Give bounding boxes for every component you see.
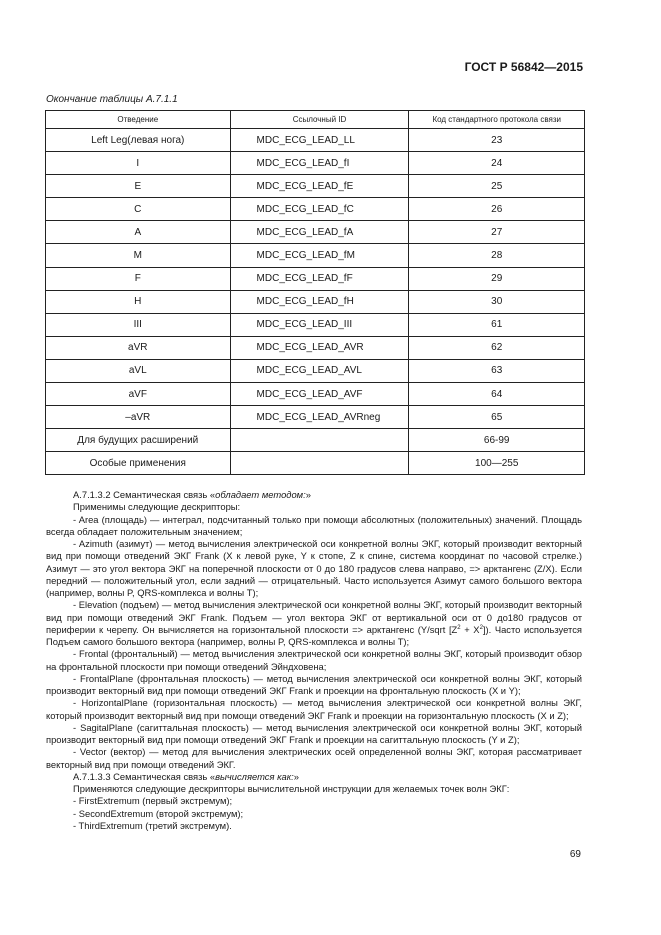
lead-cell: aVR <box>46 336 231 359</box>
table-row <box>46 383 585 406</box>
reference-id-cell: MDC_ECG_LEAD_AVR <box>230 336 409 359</box>
reference-id-cell: MDC_ECG_LEAD_AVRneg <box>230 406 409 429</box>
descriptors-intro: Применимы следующие дескрипторы: <box>73 501 241 513</box>
lead-cell: F <box>46 267 231 290</box>
table-row <box>46 175 585 198</box>
protocol-code-cell: 30 <box>409 290 585 313</box>
table-caption: Окончание таблицы А.7.1.1 <box>46 94 178 105</box>
descriptor-frontal-plane: - FrontalPlane (фронтальная плоскость) — метод вычисления электрической оси конкретной волны ЭКГ, который производит векторный вид при помощи отведений ЭКГ Frank и проекции на фронтальную плоскость (X и Y); <box>46 672 582 696</box>
protocol-code-cell: 25 <box>409 175 585 198</box>
lead-cell: III <box>46 313 231 336</box>
body-text <box>46 489 582 832</box>
lead-cell: A <box>46 221 231 244</box>
lead-cell: C <box>46 198 231 221</box>
reference-id-cell: MDC_ECG_LEAD_AVL <box>230 359 409 382</box>
protocol-code-cell: 61 <box>409 313 585 336</box>
table-row <box>46 129 585 152</box>
lead-code-table <box>45 110 585 475</box>
page-number: 69 <box>569 849 581 860</box>
protocol-code-cell: 65 <box>409 406 585 429</box>
lead-cell: Left Leg(левая нога) <box>46 129 231 152</box>
reference-id-cell: MDC_ECG_LEAD_fF <box>230 267 409 290</box>
reference-id-cell <box>230 429 409 452</box>
protocol-code-cell: 28 <box>409 244 585 267</box>
protocol-code-cell: 27 <box>409 221 585 244</box>
table-row <box>46 406 585 429</box>
lead-cell: I <box>46 152 231 175</box>
computation-intro: Применяются следующие дескрипторы вычислительной инструкции для желаемых точек волн ЭКГ: <box>73 783 510 794</box>
column-header-reference-id: Ссылочный ID <box>230 111 409 129</box>
reference-id-cell: MDC_ECG_LEAD_III <box>230 313 409 336</box>
column-header-lead: Отведение <box>46 111 231 129</box>
table-row <box>46 290 585 313</box>
table-row <box>46 221 585 244</box>
column-header-protocol-code: Код стандартного протокола связи <box>409 111 585 129</box>
lead-cell: aVL <box>46 359 231 382</box>
protocol-code-cell: 24 <box>409 152 585 175</box>
reference-id-cell: MDC_ECG_LEAD_fH <box>230 290 409 313</box>
lead-cell: –aVR <box>46 406 231 429</box>
protocol-code-cell: 66-99 <box>409 429 585 452</box>
protocol-code-cell: 100—255 <box>409 452 585 475</box>
table-header-row <box>46 111 585 129</box>
lead-cell: Особые применения <box>46 452 231 475</box>
protocol-code-cell: 23 <box>409 129 585 152</box>
table-row <box>46 452 585 475</box>
descriptor-second-extremum: - SecondExtremum (второй экстремум); <box>73 807 244 819</box>
table-row <box>46 336 585 359</box>
reference-id-cell: MDC_ECG_LEAD_fC <box>230 198 409 221</box>
descriptor-azimuth: - Azimuth (азимут) — метод вычисления электрической оси конкретной волны ЭКГ, который производит векторный вид при помощи отведений ЭКГ Frank (X к левой руке, Y к стопе, Z к спине, система координат по часовой стрелке.) Азимут — это угол вектора ЭКГ на поперечной плоскости от 0 до 180 градусов слева направо, => арктангенс (Z/X). Если передний — положительный угол, если задний — отрицательный. Часто используется Азимут самого большого вектора (например, волны P, QRS-комплекса и волны T); <box>46 538 582 598</box>
table-row <box>46 244 585 267</box>
reference-id-cell: MDC_ECG_LEAD_LL <box>230 129 409 152</box>
descriptor-sagital-plane: - SagitalPlane (сагиттальная плоскость) — метод вычисления электрической оси конкретной волны ЭКГ, который производит векторный вид при помощи отведений ЭКГ Frank и проекции на сагиттальную плоскость (Y и Z); <box>46 721 582 745</box>
standard-designation: ГОСТ Р 56842—2015 <box>464 60 583 74</box>
lead-cell: aVF <box>46 383 231 406</box>
table-row <box>46 152 585 175</box>
reference-id-cell: MDC_ECG_LEAD_fA <box>230 221 409 244</box>
lead-cell: H <box>46 290 231 313</box>
protocol-code-cell: 63 <box>409 359 585 382</box>
protocol-code-cell: 62 <box>409 336 585 359</box>
section-heading-method: А.7.1.3.2 Семантическая связь «обладает методом:» <box>73 489 311 500</box>
lead-cell: Для будущих расширений <box>46 429 231 452</box>
table-row <box>46 267 585 290</box>
table-row <box>46 313 585 336</box>
descriptor-first-extremum: - FirstExtremum (первый экстремум); <box>73 795 233 807</box>
table-row <box>46 429 585 452</box>
protocol-code-cell: 64 <box>409 383 585 406</box>
reference-id-cell: MDC_ECG_LEAD_fI <box>230 152 409 175</box>
descriptor-third-extremum: - ThirdExtremum (третий экстремум). <box>73 819 232 831</box>
reference-id-cell: MDC_ECG_LEAD_fM <box>230 244 409 267</box>
descriptor-area: - Area (площадь) — интеграл, подсчитанный только при помощи абсолютных (положительных) значений. Площадь всегда обладает положительным значением; <box>46 513 582 537</box>
lead-cell: M <box>46 244 231 267</box>
section-heading-computed-as: А.7.1.3.3 Семантическая связь «вычисляется как:» <box>73 770 299 782</box>
protocol-code-cell: 26 <box>409 198 585 221</box>
reference-id-cell: MDC_ECG_LEAD_fE <box>230 175 409 198</box>
reference-id-cell <box>230 452 409 475</box>
protocol-code-cell: 29 <box>409 267 585 290</box>
table-row <box>46 198 585 221</box>
descriptor-elevation: - Elevation (подъем) — метод вычисления электрической оси конкретной волны ЭКГ, который производит векторный вид при помощи отведений ЭКГ Frank. Подъем — угол вектора ЭКГ от вертикальной оси от 0 до180 градусов от периферии к черепу. Он вычисляется на горизонтальной плоскости => арктангенс (Y/sqrt $[Z^2 + X^2]$). Часто используется Подъем самого большого вектора (например, волны P, QRS-комплекса и волны T); <box>46 599 582 647</box>
descriptor-frontal: - Frontal (фронтальный) — метод вычисления электрической оси конкретной волны ЭКГ, который производит обзор на фронтальной плоскости при помощи отведений Эйндховена; <box>46 648 582 672</box>
descriptor-horizontal-plane: - HorizontalPlane (горизонтальная плоскость) — метод вычисления электрической оси конкретной волны ЭКГ, который производит векторный вид при помощи отведений ЭКГ Frank и проекции на горизонтальную плоскость (X и Z); <box>46 697 582 721</box>
reference-id-cell: MDC_ECG_LEAD_AVF <box>230 383 409 406</box>
table-row <box>46 359 585 382</box>
descriptor-vector: - Vector (вектор) — метод для вычисления электрических осей определенной волны ЭКГ, которая рассматривает векторный вид при помощи отведений ЭКГ. <box>46 746 582 770</box>
lead-cell: E <box>46 175 231 198</box>
